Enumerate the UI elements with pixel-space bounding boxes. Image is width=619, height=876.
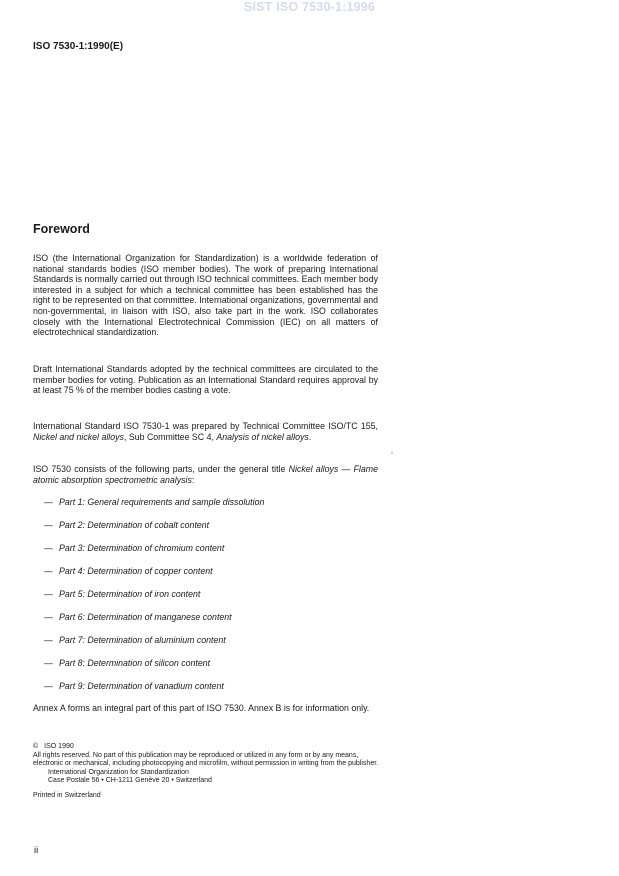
printed-in: Printed in Switzerland <box>33 791 101 799</box>
series-paragraph <box>33 464 378 485</box>
prepared-text-1: International Standard ISO 7530-1 was prepared by Technical Committee ISO/TC 155, <box>33 421 378 431</box>
part-title: Part 4: Determination of copper content <box>59 566 213 576</box>
part-title: Part 7: Determination of aluminium content <box>59 635 226 645</box>
subcommittee-name: Analysis of nickel alloys <box>216 431 309 442</box>
list-item <box>44 681 374 704</box>
part-title: Part 8: Determination of silicon content <box>59 658 211 668</box>
part-title: Part 3: Determination of chromium content <box>59 543 225 553</box>
rights-statement: All rights reserved. No part of this publication may be reproduced or utilized in any form or by any means, electronic or mechanical, including photocopying and microfilm, without permission in writing from the publisher. <box>33 751 379 768</box>
publisher-address: Case Postale 56 • CH-1211 Genève 20 • Switzerland <box>48 777 212 785</box>
list-dash: — <box>44 612 53 622</box>
list-dash: — <box>44 635 53 645</box>
list-dash: — <box>44 520 53 530</box>
copyright-notice: ISO 1990 <box>44 743 74 750</box>
list-item <box>44 589 374 612</box>
list-item <box>44 658 374 681</box>
document-identifier: ISO 7530-1:1990(E) <box>33 41 124 52</box>
list-item <box>44 543 374 566</box>
scan-speck <box>391 452 393 454</box>
copyright-line <box>33 743 383 752</box>
list-item <box>44 497 374 520</box>
annex-note: Annex A forms an integral part of this part of ISO 7530. Annex B is for information only. <box>33 703 370 713</box>
list-dash: — <box>44 566 53 576</box>
part-title: Part 9: Determination of vanadium content <box>59 681 224 691</box>
parts-list <box>44 497 374 704</box>
copyright-symbol: © <box>33 743 39 750</box>
list-dash: — <box>44 658 53 668</box>
part-title: Part 6: Determination of manganese content <box>59 612 232 622</box>
prepared-text-2: , Sub Committee SC 4, <box>123 431 217 442</box>
series-text-2: : <box>191 474 195 485</box>
page-number: ii <box>34 845 39 856</box>
list-dash: — <box>44 497 53 507</box>
publisher-organization: International Organization for Standardization <box>48 768 189 776</box>
foreword-paragraph-1: ISO (the International Organization for Standardization) is a worldwide federation of national standards bodies (ISO member bodies). The work of preparing International Standards is normally carried out through ISO technical committees. Each member body interested in a subject for which a technical committee has been established has the right to be represented on that committee. International organizations, governmental and non-governmental, in liaison with ISO, also take part in the work. ISO collaborates closely with the International Electrotechnical Commission (IEC) on all matters of electrotechnical standardization. <box>33 253 378 338</box>
part-title: Part 5: Determination of iron content <box>59 589 201 599</box>
list-dash: — <box>44 681 53 691</box>
list-dash: — <box>44 543 53 553</box>
copyright-block <box>33 743 383 801</box>
prepared-text-3: . <box>308 431 312 442</box>
foreword-heading: Foreword <box>33 222 90 236</box>
list-item <box>44 635 374 658</box>
part-title: Part 1: General requirements and sample dissolution <box>59 497 265 507</box>
list-dash: — <box>44 589 53 599</box>
committee-name: Nickel and nickel alloys <box>33 431 124 442</box>
series-text-1: ISO 7530 consists of the following parts, under the general title <box>33 464 289 474</box>
list-item <box>44 566 374 589</box>
list-item <box>44 612 374 635</box>
prepared-by-paragraph <box>33 421 378 442</box>
list-item <box>44 520 374 543</box>
series-title: Nickel alloys — Flame atomic absorption spectrometric analysis <box>33 464 378 485</box>
foreword-paragraph-2: Draft International Standards adopted by the technical committees are circulated to the member bodies for voting. Publication as an International Standard requires approval by at least 75 % of the member bodies casting a vote. <box>33 364 378 396</box>
watermark: SIST ISO 7530-1:1996 <box>243 0 376 14</box>
part-title: Part 2: Determination of cobalt content <box>59 520 210 530</box>
